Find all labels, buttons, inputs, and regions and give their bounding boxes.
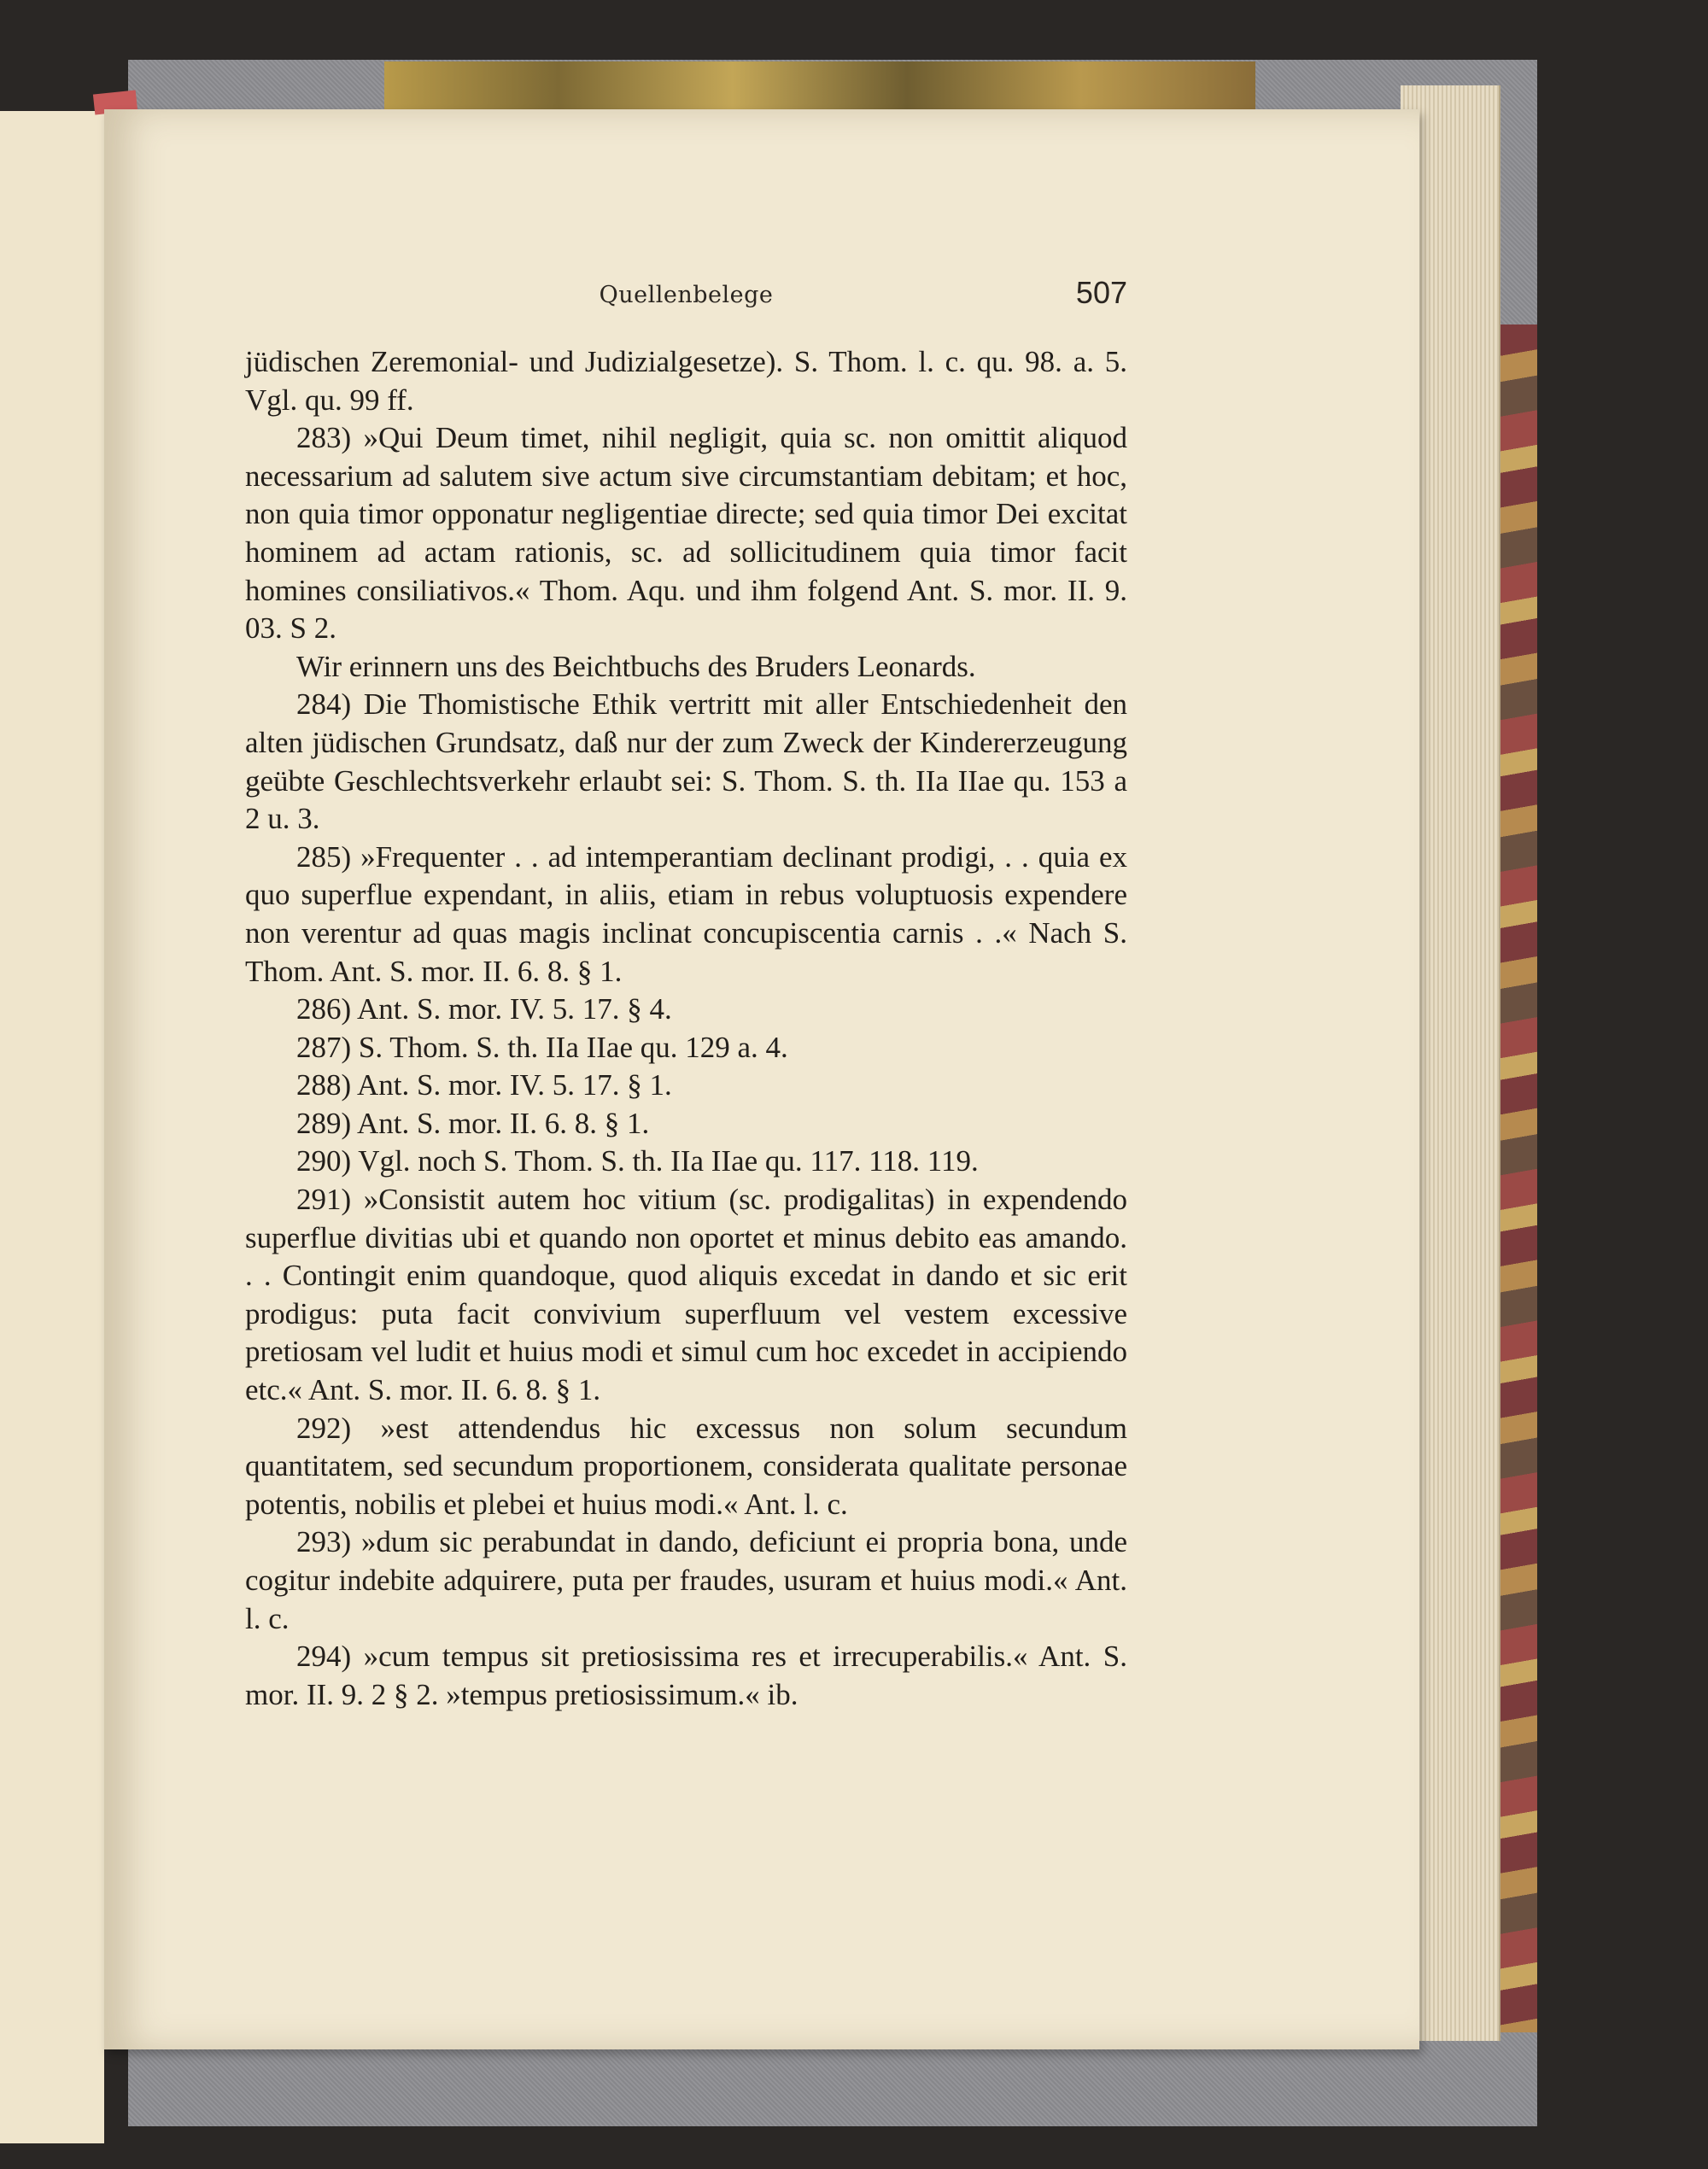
footnote-286: 286) Ant. S. mor. IV. 5. 17. § 4. [296,992,672,1026]
footnote-291: 291) »Consistit autem hoc vitium (sc. prodigalitas) in expendendo superflue divitias ubi et quando non oportet et minus debito eas amando. . . Contingit enim quandoque, quod aliquis excedat in dando et sic erit prodigus: puta facit convivium superfluum vel vestem excessive pretiosam vel ludit et huius modi et simul cum hoc excedet in accipiendo etc.« Ant. S. mor. II. 6. 8. § 1. [245,1183,1127,1407]
page-number: 507 [1075,275,1127,310]
page-header [245,275,1127,324]
footnote-293: 293) »dum sic perabundat in dando, deficiunt ei propria bona, unde cogitur indebite adquirere, puta per fraudes, usuram et huius modi.« Ant. l. c. [245,1525,1127,1635]
footnote-283: 283) »Qui Deum timet, nihil negligit, quia sc. non omittit aliquod necessarium ad salutem sive actum sive circumstantiam debitam; et hoc, non quia timor opponatur negligentiae directe; sed quia timor Dei excitat hominem ad actam rationis, sc. ad sollicitudinem quia timor facit homines consiliativos.« Thom. Aqu. und ihm folgend Ant. S. mor. II. 9. 03. S 2. [245,421,1127,646]
footnote-289: 289) Ant. S. mor. II. 6. 8. § 1. [296,1106,650,1140]
footnote-287: 287) S. Thom. S. th. IIa IIae qu. 129 a. 4. [296,1030,788,1064]
page-body [245,343,1127,1714]
running-head: Quellenbelege [599,282,774,308]
footnote-294: 294) »cum tempus sit pretiosissima res et irrecuperabilis.« Ant. S. mor. II. 9. 2 § 2. »tempus pretiosissimum.« ib. [245,1640,1127,1711]
paragraph: Wir erinnern uns des Beichtbuchs des Bruders Leonards. [296,649,976,683]
footnote-285: 285) »Frequenter . . ad intemperantiam declinant prodigi, . . quia ex quo superflue expendant, in aliis, etiam in rebus voluptuosis expendere non verentur ad quas magis inclinat concupiscentia carnis . .« Nach S. Thom. Ant. S. mor. II. 6. 8. § 1. [245,839,1127,988]
footnote-292: 292) »est attendendus hic excessus non solum secundum quantitatem, sed secundum proportionem, considerata qualitate personae potentis, nobilis et plebei et huius modi.« Ant. l. c. [245,1411,1127,1521]
footnote-288: 288) Ant. S. mor. IV. 5. 17. § 1. [296,1068,672,1102]
left-page [0,111,104,2143]
footnote-290: 290) Vgl. noch S. Thom. S. th. IIa IIae qu. 117. 118. 119. [296,1144,979,1178]
paragraph: jüdischen Zeremonial- und Judizialgesetze). S. Thom. l. c. qu. 98. a. 5. Vgl. qu. 99 ff. [245,345,1127,417]
footnote-284: 284) Die Thomistische Ethik vertritt mit aller Entschiedenheit den alten jüdischen Grundsatz, daß nur der zum Zweck der Kindererzeugung geübte Geschlechtsverkehr erlaubt sei: S. Thom. S. th. IIa IIae qu. 153 a 2 u. 3. [245,687,1127,836]
marbled-edge-top [384,61,1255,114]
